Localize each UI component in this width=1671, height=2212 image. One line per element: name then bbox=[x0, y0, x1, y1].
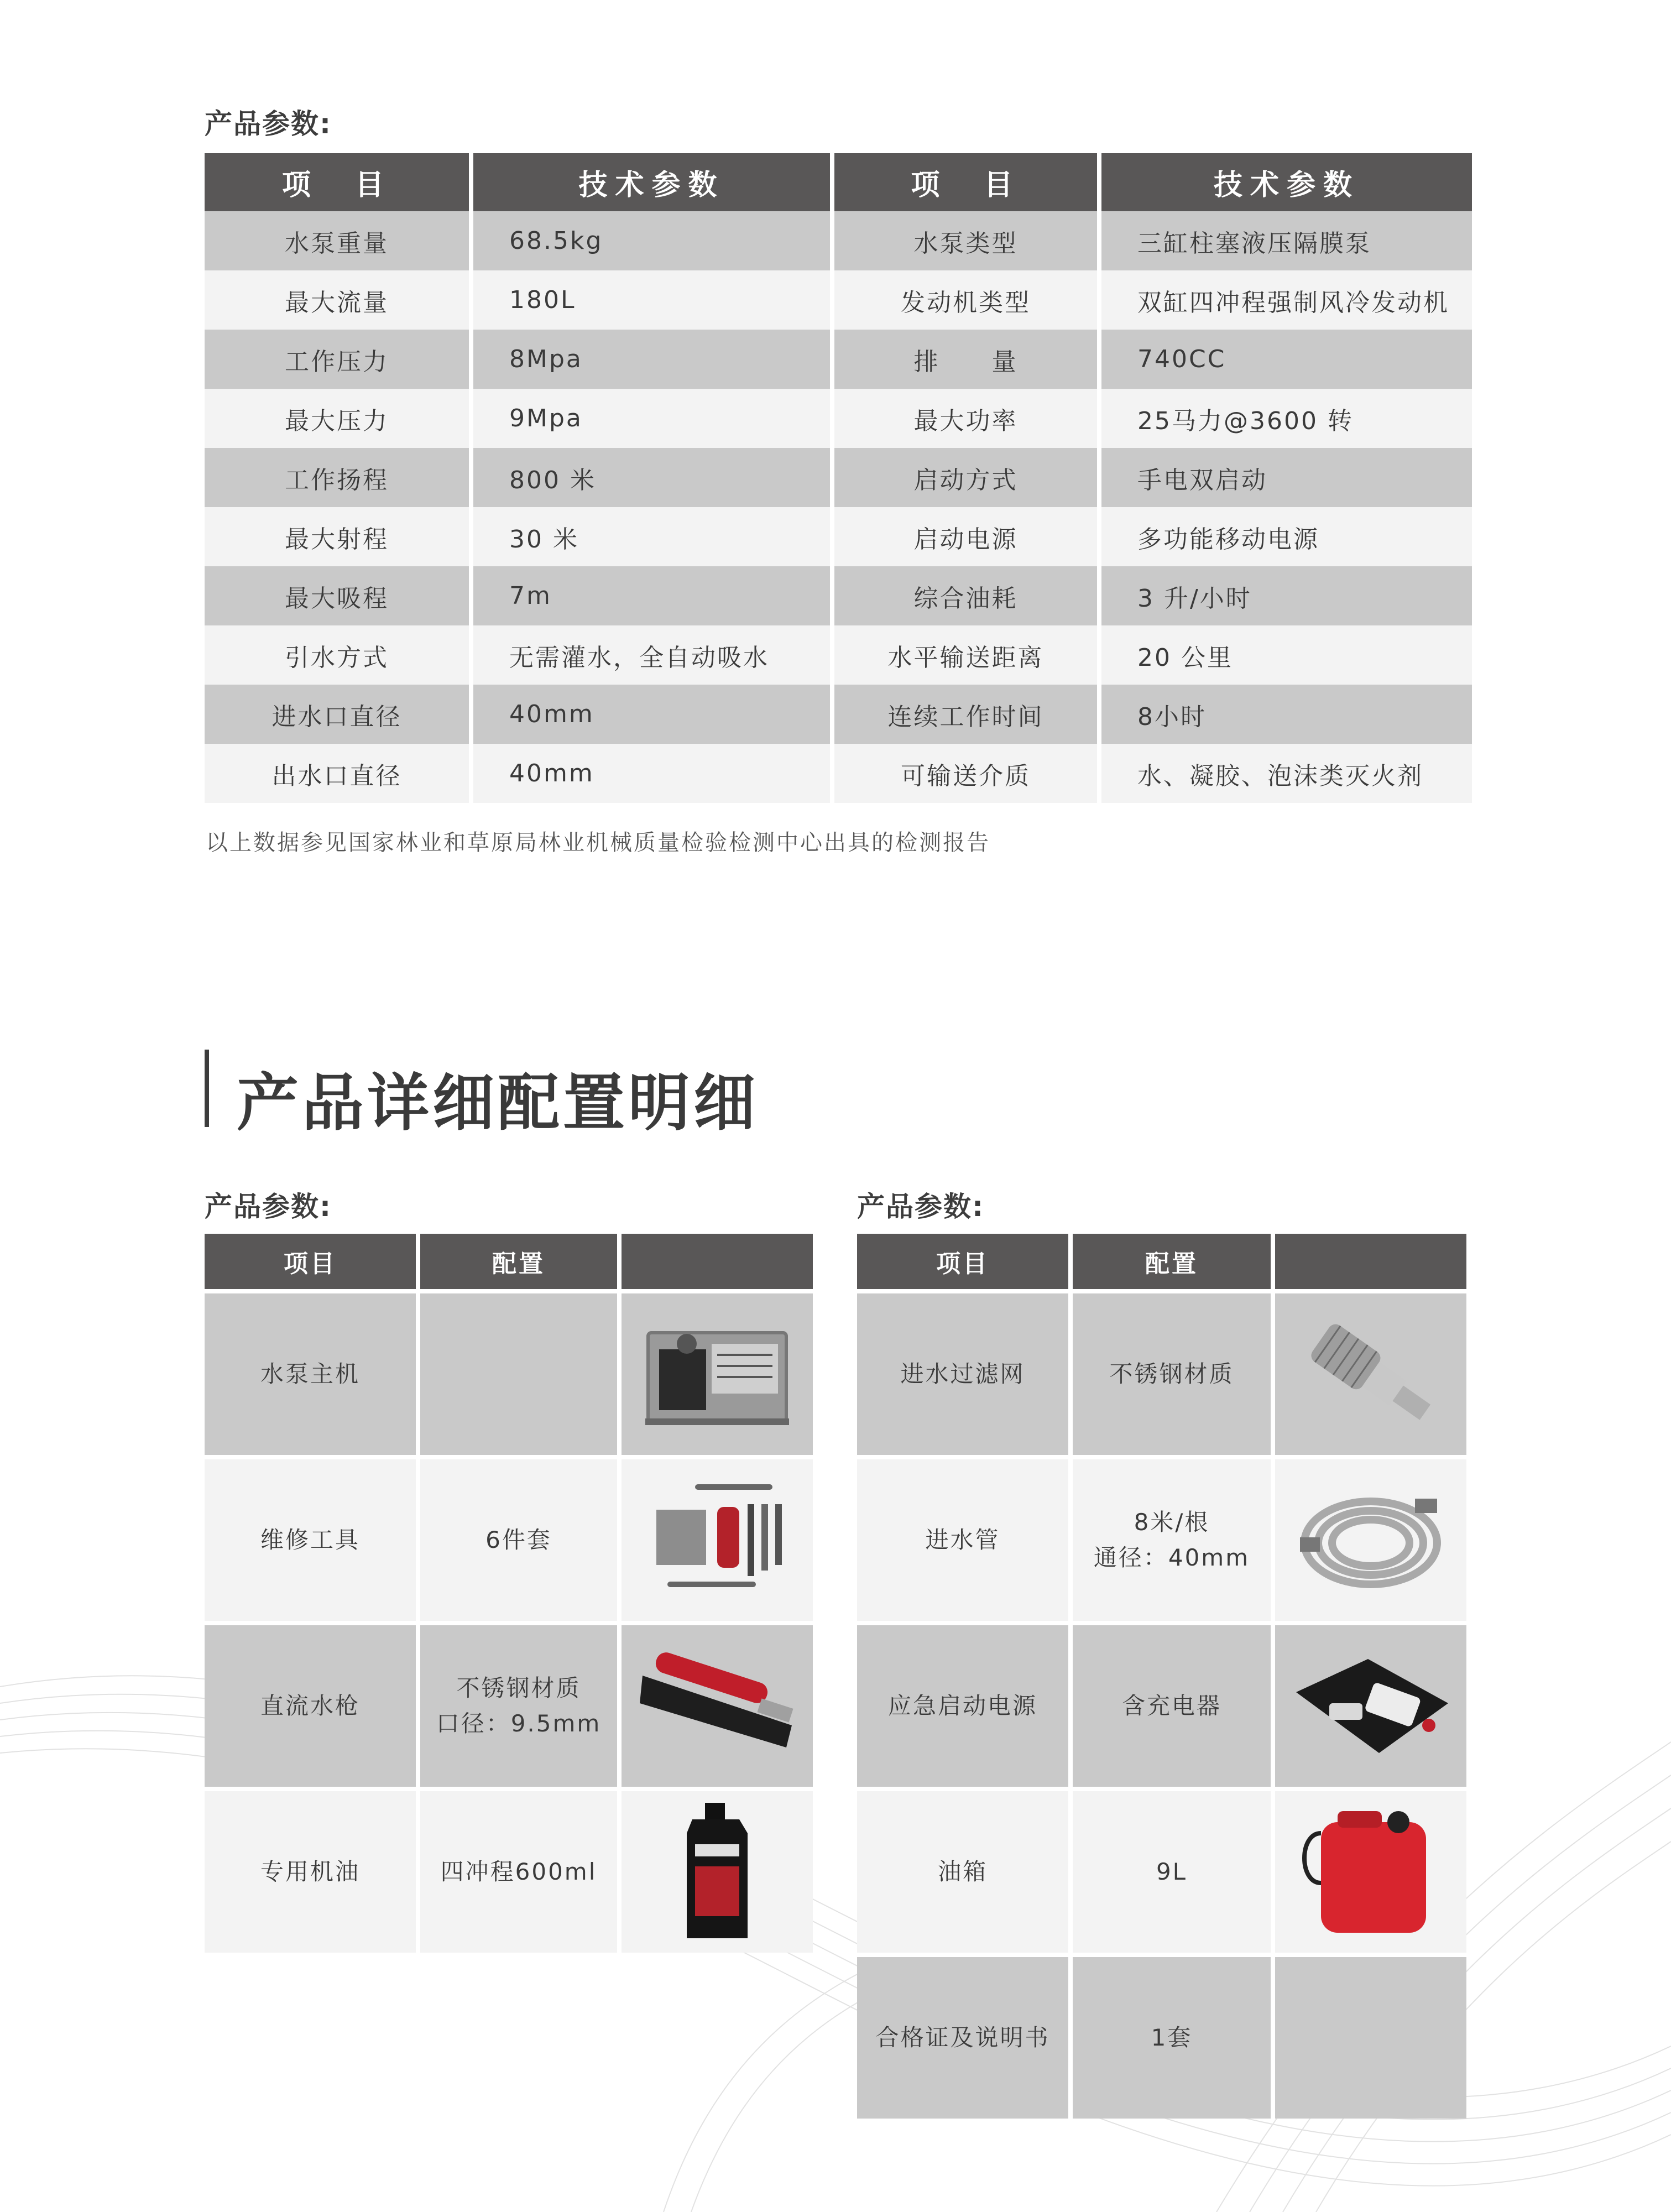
table-row bbox=[205, 1455, 813, 1621]
config-value bbox=[416, 1289, 617, 1455]
spec-value: 740CC bbox=[1097, 330, 1472, 389]
config-item: 直流水枪 bbox=[205, 1621, 416, 1787]
spec-value: 9Mpa bbox=[469, 389, 830, 448]
spec-item: 最大射程 bbox=[205, 507, 469, 566]
config-table-left bbox=[205, 1234, 813, 1953]
spec-value: 双缸四冲程强制风冷发动机 bbox=[1097, 270, 1472, 330]
config-item: 应急启动电源 bbox=[857, 1621, 1068, 1787]
config-header-image bbox=[1271, 1234, 1466, 1289]
table-row bbox=[205, 685, 1472, 744]
config-item: 进水过滤网 bbox=[857, 1289, 1068, 1455]
config-table-header bbox=[205, 1234, 813, 1289]
config-item: 专用机油 bbox=[205, 1787, 416, 1953]
config-item: 油箱 bbox=[857, 1787, 1068, 1953]
spec-item: 最大功率 bbox=[830, 389, 1097, 448]
section-title-bar bbox=[205, 1050, 209, 1127]
config-value-line: 不锈钢材质 bbox=[456, 1674, 581, 1702]
spec-header-item: 项 目 bbox=[205, 153, 469, 211]
spec-item: 出水口直径 bbox=[205, 744, 469, 803]
spec-value: 8Mpa bbox=[469, 330, 830, 389]
table-row bbox=[205, 1289, 813, 1455]
spec-value: 20 公里 bbox=[1097, 625, 1472, 685]
engine-oil-bottle-image bbox=[617, 1787, 813, 1953]
spec-item: 启动电源 bbox=[830, 507, 1097, 566]
config-value: 6件套 bbox=[416, 1455, 617, 1621]
spec-item: 排 量 bbox=[830, 330, 1097, 389]
table-row bbox=[205, 448, 1472, 507]
table-row bbox=[205, 389, 1472, 448]
spec-item: 引水方式 bbox=[205, 625, 469, 685]
spec-value: 68.5kg bbox=[469, 211, 830, 270]
inlet-hose-image bbox=[1271, 1455, 1466, 1621]
spec-item: 水平输送距离 bbox=[830, 625, 1097, 685]
spec-value: 180L bbox=[469, 270, 830, 330]
config-item: 合格证及说明书 bbox=[857, 1953, 1068, 2119]
config-item: 水泵主机 bbox=[205, 1289, 416, 1455]
config-value: 1套 bbox=[1068, 1953, 1271, 2119]
config-value bbox=[1068, 1455, 1271, 1621]
config-value: 不锈钢材质 bbox=[1068, 1289, 1271, 1455]
spec-section-label: 产品参数: bbox=[205, 108, 332, 140]
config-item: 进水管 bbox=[857, 1455, 1068, 1621]
config-value: 四冲程600ml bbox=[416, 1787, 617, 1953]
config-header-image bbox=[617, 1234, 813, 1289]
config-image-empty bbox=[1271, 1953, 1466, 2119]
table-row bbox=[857, 1953, 1466, 2119]
config-value-line: 口径：9.5mm bbox=[436, 1710, 602, 1737]
spec-item: 启动方式 bbox=[830, 448, 1097, 507]
spec-value: 800 米 bbox=[469, 448, 830, 507]
spec-value: 无需灌水，全自动吸水 bbox=[469, 625, 830, 685]
spec-item: 可输送介质 bbox=[830, 744, 1097, 803]
spec-header-value: 技术参数 bbox=[1097, 153, 1472, 211]
spec-item: 工作扬程 bbox=[205, 448, 469, 507]
fuel-tank-image bbox=[1271, 1787, 1466, 1953]
table-row bbox=[205, 1621, 813, 1787]
table-row bbox=[205, 211, 1472, 270]
spec-item: 工作压力 bbox=[205, 330, 469, 389]
config-value bbox=[416, 1621, 617, 1787]
table-row bbox=[205, 566, 1472, 625]
table-row bbox=[857, 1289, 1466, 1455]
spec-value: 水、凝胶、泡沫类灭火剂 bbox=[1097, 744, 1472, 803]
table-row bbox=[857, 1455, 1466, 1621]
inlet-filter-image bbox=[1271, 1289, 1466, 1455]
spec-value: 3 升/小时 bbox=[1097, 566, 1472, 625]
spec-value: 40mm bbox=[469, 744, 830, 803]
spec-value: 30 米 bbox=[469, 507, 830, 566]
spec-header-item: 项 目 bbox=[830, 153, 1097, 211]
config-header-config: 配置 bbox=[1068, 1234, 1271, 1289]
spec-item: 水泵重量 bbox=[205, 211, 469, 270]
spec-item: 最大压力 bbox=[205, 389, 469, 448]
table-row bbox=[205, 625, 1472, 685]
table-row bbox=[205, 330, 1472, 389]
spec-value: 8小时 bbox=[1097, 685, 1472, 744]
tool-kit-image bbox=[617, 1455, 813, 1621]
spec-value: 40mm bbox=[469, 685, 830, 744]
config-value-line: 8米/根 bbox=[1134, 1509, 1210, 1536]
config-header-item: 项目 bbox=[857, 1234, 1068, 1289]
spec-value: 多功能移动电源 bbox=[1097, 507, 1472, 566]
config-item: 维修工具 bbox=[205, 1455, 416, 1621]
table-row bbox=[857, 1621, 1466, 1787]
config-value: 9L bbox=[1068, 1787, 1271, 1953]
config-header-config: 配置 bbox=[416, 1234, 617, 1289]
spec-item: 水泵类型 bbox=[830, 211, 1097, 270]
spec-item: 连续工作时间 bbox=[830, 685, 1097, 744]
config-table-right bbox=[857, 1234, 1466, 2119]
spec-item: 进水口直径 bbox=[205, 685, 469, 744]
spec-item: 最大流量 bbox=[205, 270, 469, 330]
spec-value: 三缸柱塞液压隔膜泵 bbox=[1097, 211, 1472, 270]
table-row bbox=[205, 270, 1472, 330]
water-gun-image bbox=[617, 1621, 813, 1787]
spec-item: 最大吸程 bbox=[205, 566, 469, 625]
config-table-header bbox=[857, 1234, 1466, 1289]
spec-table-header bbox=[205, 153, 1472, 211]
spec-table bbox=[205, 153, 1472, 803]
spec-item: 综合油耗 bbox=[830, 566, 1097, 625]
water-pump-image bbox=[617, 1289, 813, 1455]
section-title: 产品详细配置明细 bbox=[237, 1067, 759, 1139]
jump-starter-kit-image bbox=[1271, 1621, 1466, 1787]
spec-item: 发动机类型 bbox=[830, 270, 1097, 330]
table-row bbox=[205, 507, 1472, 566]
spec-header-value: 技术参数 bbox=[469, 153, 830, 211]
spec-value: 25马力@3600 转 bbox=[1097, 389, 1472, 448]
spec-value: 7m bbox=[469, 566, 830, 625]
spec-value: 手电双启动 bbox=[1097, 448, 1472, 507]
spec-source-note: 以上数据参见国家林业和草原局林业机械质量检验检测中心出具的检测报告 bbox=[206, 830, 990, 855]
table-row bbox=[857, 1787, 1466, 1953]
config-right-label: 产品参数: bbox=[857, 1191, 984, 1223]
config-value-line: 通径：40mm bbox=[1093, 1544, 1250, 1571]
table-row bbox=[205, 1787, 813, 1953]
config-value: 含充电器 bbox=[1068, 1621, 1271, 1787]
config-left-label: 产品参数: bbox=[205, 1191, 332, 1223]
table-row bbox=[205, 744, 1472, 803]
config-header-item: 项目 bbox=[205, 1234, 416, 1289]
